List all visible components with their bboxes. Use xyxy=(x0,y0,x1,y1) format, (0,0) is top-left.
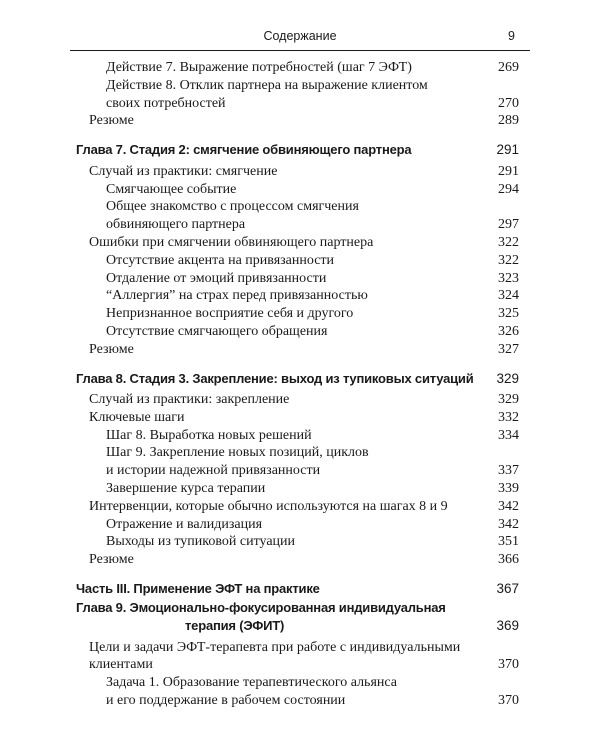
toc-page-number: 329 xyxy=(496,370,519,386)
toc-entry-text: Смягчающее событие xyxy=(106,181,237,197)
toc-entry-text: Интервенции, которые обычно используются на шагах 8 и 9 xyxy=(89,498,448,514)
toc-entry xyxy=(0,199,600,235)
toc-page-number: 289 xyxy=(498,113,519,129)
toc-entry xyxy=(0,392,600,410)
toc-entry-text: Отражение и валидизация xyxy=(106,516,263,532)
toc-page-number: 334 xyxy=(498,427,519,443)
toc-page-number: 342 xyxy=(498,498,519,514)
toc-page-number: 366 xyxy=(498,552,519,568)
toc-entry xyxy=(0,271,600,289)
toc-entry xyxy=(0,675,600,711)
toc-page-number: 291 xyxy=(498,163,519,179)
toc-entry xyxy=(0,288,600,306)
toc-entry-text: Выходы из тупиковой ситуации xyxy=(106,534,296,550)
toc-entry xyxy=(0,324,600,342)
running-header-title: Содержание xyxy=(263,29,337,43)
toc-entry-text: “Аллергия” на страх перед привязанностью xyxy=(106,288,368,304)
toc-entry-text: Общее знакомство с процессом смягчения xyxy=(106,199,359,215)
toc-entry-text: Глава 9. Эмоционально-фокусированная индивидуальная xyxy=(76,599,446,615)
toc-entry-text: Глава 7. Стадия 2: смягчение обвиняющего партнера xyxy=(76,142,412,158)
toc-entry-text: Ошибки при смягчении обвиняющего партнера xyxy=(89,234,374,250)
toc-page-number: 351 xyxy=(498,534,519,550)
toc-entry-text: обвиняющего партнера xyxy=(106,217,246,233)
toc-entry xyxy=(0,182,600,200)
toc-entry xyxy=(0,60,600,78)
toc-page-number: 324 xyxy=(498,288,519,304)
toc-entry-text: Шаг 8. Выработка новых решений xyxy=(106,427,312,443)
toc-page-number: 370 xyxy=(498,657,519,673)
toc-entry xyxy=(0,306,600,324)
toc-page-number: 327 xyxy=(498,341,519,357)
toc-entry-text: Резюме xyxy=(89,552,134,568)
toc-entry-text: Ключевые шаги xyxy=(89,409,185,425)
toc-entry xyxy=(0,235,600,253)
toc-page-number: 370 xyxy=(498,692,519,708)
toc-page-number: 322 xyxy=(498,234,519,250)
toc-page-number: 270 xyxy=(498,95,519,111)
toc-page-number: 337 xyxy=(498,463,519,479)
toc-entry xyxy=(0,410,600,428)
toc-page-number: 367 xyxy=(496,581,519,596)
toc-entry xyxy=(0,499,600,517)
toc-heading xyxy=(0,142,600,161)
toc-entry-text: Завершение курса терапии xyxy=(106,481,266,496)
toc-page-number: 269 xyxy=(498,60,519,75)
toc-page-number: 297 xyxy=(498,217,519,233)
running-header-page-number: 9 xyxy=(508,29,515,43)
toc-entry-text: Отсутствие смягчающего обращения xyxy=(106,323,328,339)
toc-entry-text: Отсутствие акцента на привязанности xyxy=(106,252,335,268)
toc-page-number: 323 xyxy=(498,270,519,286)
toc-entry-text: Шаг 9. Закрепление новых позиций, циклов xyxy=(106,445,369,461)
toc-entry xyxy=(0,113,600,131)
toc-entry-text: и его поддержание в рабочем состоянии xyxy=(106,692,346,708)
toc-entry xyxy=(0,253,600,271)
toc-entry xyxy=(0,164,600,182)
toc-entry xyxy=(0,78,600,114)
toc-page-number: 332 xyxy=(498,409,519,425)
toc-heading xyxy=(0,371,600,390)
toc-page-number: 339 xyxy=(498,481,519,496)
toc-page-number: 291 xyxy=(496,142,519,158)
toc-entry-text: Случай из практики: закрепление xyxy=(89,392,290,407)
toc-page-number: 342 xyxy=(498,516,519,532)
toc-page-number: 322 xyxy=(498,252,519,268)
toc-entry xyxy=(0,445,600,481)
toc-entry-text: Резюме xyxy=(89,341,134,357)
toc-entry xyxy=(0,640,600,676)
toc-entry-text: Часть III. Применение ЭФТ на практике xyxy=(76,581,320,596)
toc-entry-text: Глава 8. Стадия 3. Закрепление: выход из тупиковых ситуаций xyxy=(76,370,474,386)
toc-entry xyxy=(0,534,600,552)
toc-heading xyxy=(0,600,600,637)
toc-entry-text: Цели и задачи ЭФТ-терапевта при работе с индивидуальными xyxy=(89,639,461,655)
toc-page-number: 326 xyxy=(498,323,519,339)
toc-page-number: 294 xyxy=(498,181,519,197)
toc-entry-text: терапия (ЭФИТ) xyxy=(185,618,285,633)
toc-entry xyxy=(0,517,600,535)
toc-entry xyxy=(0,342,600,360)
toc-page-number: 325 xyxy=(498,306,519,322)
toc-entry-text: Случай из практики: смягчение xyxy=(89,163,278,179)
toc-entry-text: клиентами xyxy=(89,657,153,673)
toc-entry-text: Задача 1. Образование терапевтического альянса xyxy=(106,675,397,691)
toc-entry xyxy=(0,428,600,446)
toc-entry-text: и истории надежной привязанности xyxy=(106,463,321,479)
toc-page-number: 369 xyxy=(496,618,519,633)
toc-entry-text: своих потребностей xyxy=(106,95,226,111)
toc-entry-text: Действие 7. Выражение потребностей (шаг 7 ЭФТ) xyxy=(106,60,412,75)
toc-heading xyxy=(0,581,600,600)
toc-entry-text: Резюме xyxy=(89,113,134,129)
toc-entry-text: Непризнанное восприятие себя и другого xyxy=(106,306,354,322)
toc-entry xyxy=(0,481,600,499)
toc-page-number: 329 xyxy=(498,392,519,407)
toc-entry-text: Отдаление от эмоций привязанности xyxy=(106,270,327,286)
toc-entry-text: Действие 8. Отклик партнера на выражение клиентом xyxy=(106,77,428,93)
toc-entry xyxy=(0,552,600,570)
